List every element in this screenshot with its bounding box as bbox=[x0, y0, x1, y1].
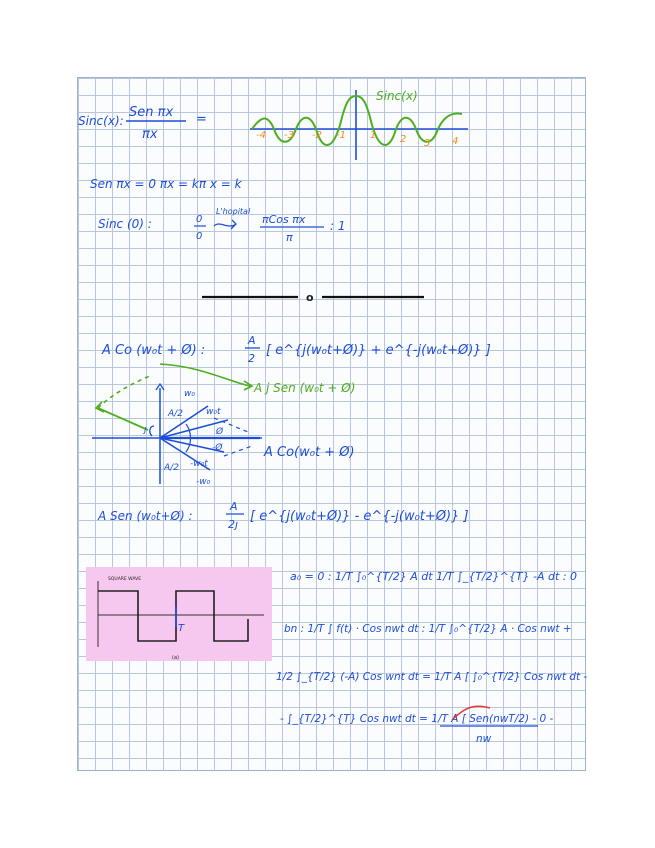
sinc-denominator: πx bbox=[142, 127, 158, 142]
green-label: A j Sen (w₀t + Ø) bbox=[254, 381, 356, 395]
sinc-lhs: Sinc(x): bbox=[78, 114, 124, 128]
lhopital-numerator: πCos πx bbox=[262, 213, 306, 226]
sinc-equals: = bbox=[196, 112, 207, 127]
green-arrow bbox=[160, 364, 250, 386]
fourier-bn-line1: bn : 1/T ∫ f(t) · Cos nwt dt : 1/T ∫₀^{T/2} A · Cos nwt + bbox=[284, 623, 572, 635]
phasor-label-neg-phi: -Ø bbox=[212, 443, 223, 453]
phasor-label-neg-w0: -w₀ bbox=[196, 477, 211, 487]
euler-cos-frac-den: 2 bbox=[248, 352, 255, 365]
phasor-j-curve bbox=[150, 426, 154, 436]
sinc-graph-label: Sinc(x) bbox=[376, 89, 418, 103]
sinc-tick-3: 3 bbox=[424, 138, 431, 149]
divider-mark: o bbox=[306, 291, 314, 304]
sinc-tick-1: 1 bbox=[370, 130, 377, 141]
euler-cos-frac-num: A bbox=[248, 334, 256, 347]
phasor-label-w0t: w₀t bbox=[206, 407, 221, 417]
sinc-tick-4: 4 bbox=[452, 136, 459, 147]
fourier-bn-line3: - ∫_{T/2}^{T} Cos nwt dt = 1/T A [ Sen(nwT/2) - 0 - bbox=[280, 713, 554, 725]
euler-sin-lhs: A Sen (w₀t+Ø) : bbox=[98, 509, 193, 523]
phasor-label-phi: Ø bbox=[216, 427, 224, 437]
sinc-tick-neg4: -4 bbox=[256, 130, 266, 141]
square-wave-title: SQUARE WAVE bbox=[108, 577, 142, 582]
phasor-label-a2-bottom: A/2 bbox=[164, 463, 179, 473]
phasor-label-w0: w₀ bbox=[184, 389, 195, 399]
sinc-tick-2: 2 bbox=[400, 134, 407, 145]
phasor-label-j: ȷ bbox=[144, 425, 147, 435]
euler-sin-bracket: [ e^{j(w₀t+Ø)} - e^{-j(w₀t+Ø)} ] bbox=[250, 509, 469, 524]
square-wave-caption: (a) bbox=[172, 655, 179, 661]
fourier-bn-line2: 1/2 ∫_{T/2} (-A) Cos wnt dt = 1/T A [ ∫₀^{T/2} Cos nwt dt - bbox=[276, 671, 588, 683]
sinc-tick-neg3: -3 bbox=[284, 130, 294, 141]
lhopital-lhs: Sinc (0) : bbox=[98, 217, 152, 231]
lhopital-frac-den: 0 bbox=[196, 231, 203, 242]
sinc-tick-neg2: -2 bbox=[312, 130, 322, 141]
fourier-bn-line3-den: nw bbox=[476, 733, 492, 745]
sinc-tick-neg1: -1 bbox=[336, 130, 346, 141]
green-dashed-curve bbox=[98, 376, 150, 408]
phasor-label-neg-w0t: -w₀t bbox=[190, 459, 208, 469]
sinc-zeros-line: Sen πx = 0 πx = kπ x = k bbox=[90, 177, 242, 191]
euler-sin-frac-num: A bbox=[230, 500, 238, 513]
phasor-label-a2-top: A/2 bbox=[168, 409, 183, 419]
lhopital-label: L'hopital bbox=[216, 207, 251, 216]
lhopital-denominator: π bbox=[286, 231, 293, 244]
euler-cos-lhs: A Co (w₀t + Ø) : bbox=[102, 343, 206, 358]
fourier-a0-line: a₀ = 0 : 1/T ∫₀^{T/2} A dt 1/T ∫_{T/2}^{T} -A dt : 0 bbox=[290, 570, 578, 583]
euler-cos-bracket: [ e^{j(w₀t+Ø)} + e^{-j(w₀t+Ø)} ] bbox=[266, 343, 491, 358]
lhopital-result: : 1 bbox=[330, 219, 346, 233]
green-phasor bbox=[98, 408, 148, 430]
lhopital-frac-num: 0 bbox=[196, 214, 203, 225]
lhopital-arrow bbox=[214, 220, 236, 229]
euler-sin-frac-den: 2ȷ bbox=[228, 518, 239, 531]
period-marker-label: T bbox=[178, 623, 185, 634]
phasor-result: A Co(w₀t + Ø) bbox=[264, 445, 355, 460]
sinc-numerator: Sen πx bbox=[129, 105, 174, 120]
